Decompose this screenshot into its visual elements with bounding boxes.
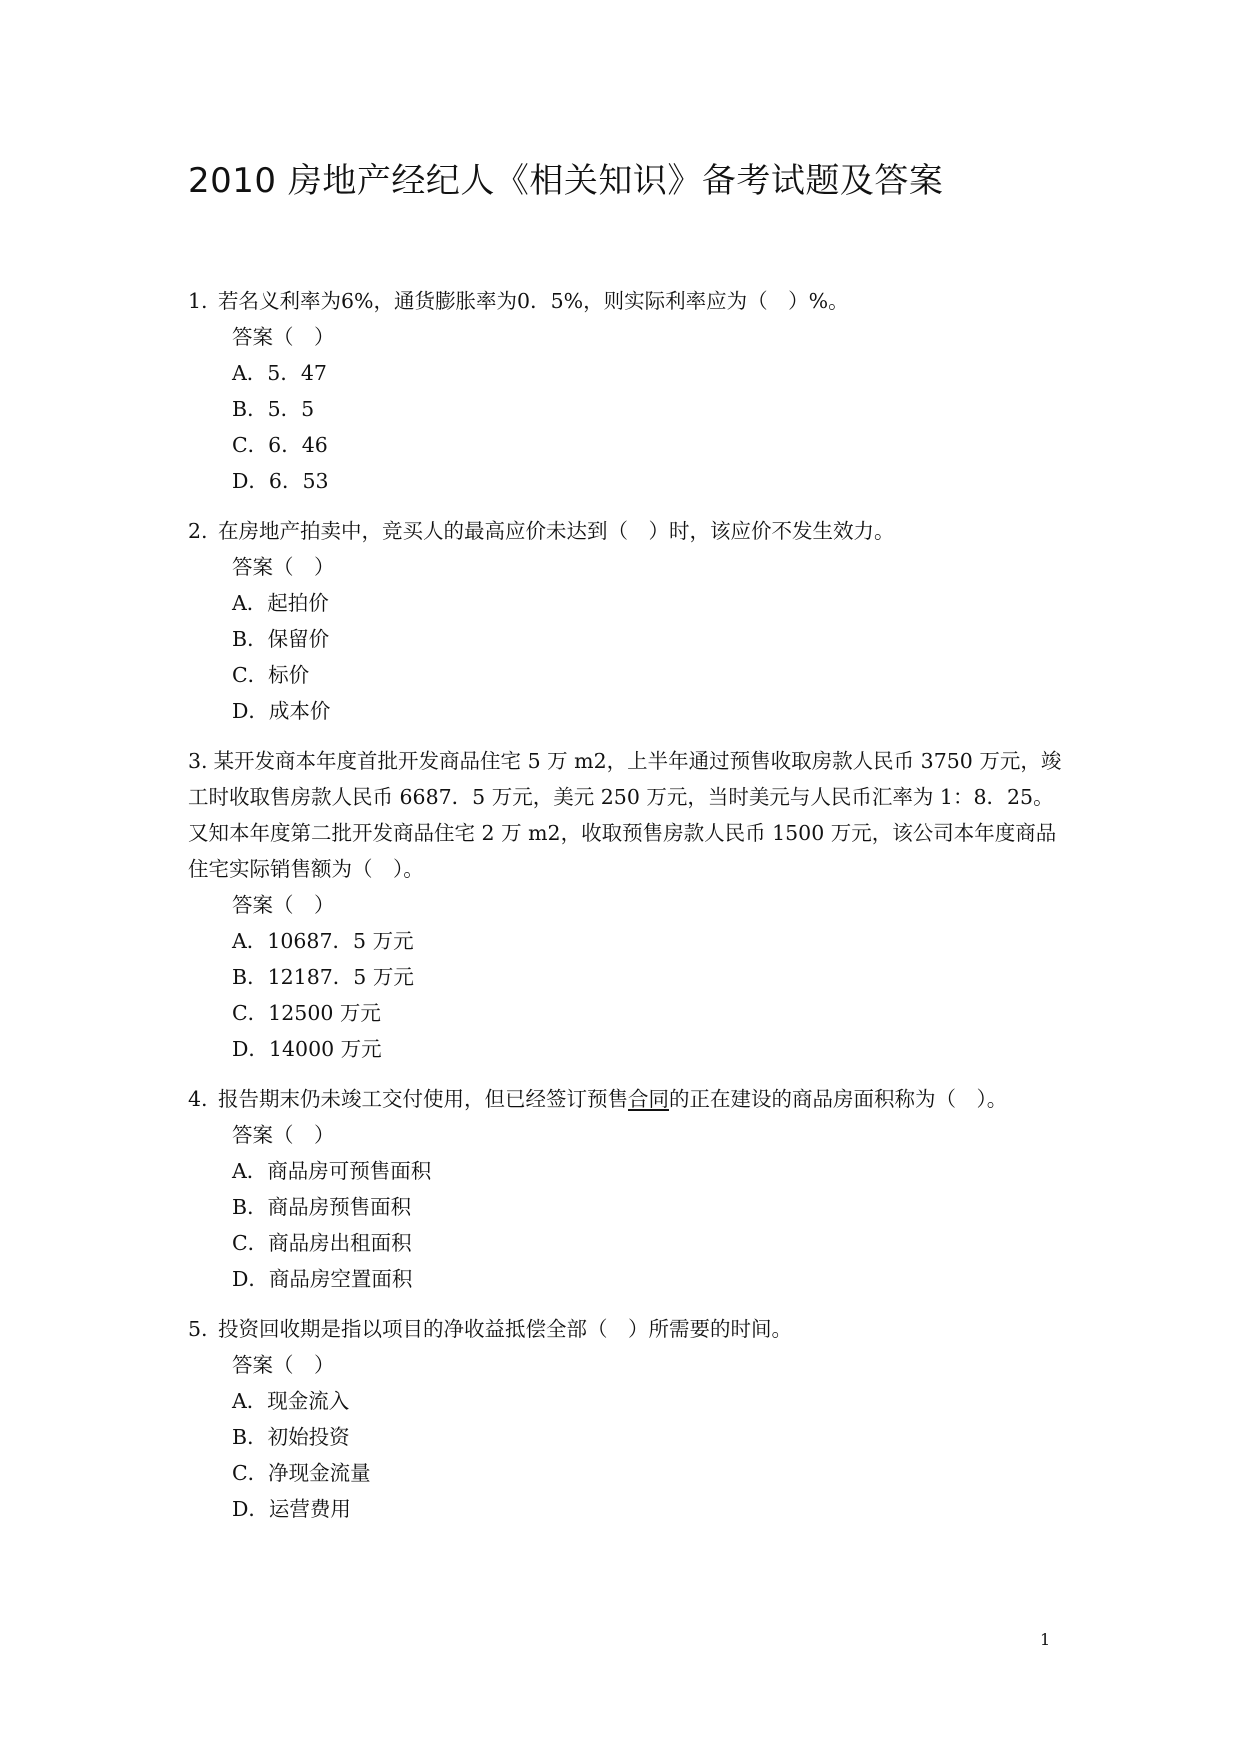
document-title: 2010 房地产经纪人《相关知识》备考试题及答案 — [188, 161, 944, 201]
answer-label: 答案（ ） — [232, 1353, 335, 1377]
option-a: A．5．47 — [232, 361, 327, 385]
question-text: 在房地产拍卖中，竞买人的最高应价未达到（ ）时，该应价不发生效力。 — [218, 519, 895, 543]
answer-label: 答案（ ） — [232, 325, 335, 349]
question-3 — [188, 743, 1063, 1067]
question-text: 投资回收期是指以项目的净收益抵偿全部（ ）所需要的时间。 — [218, 1317, 792, 1341]
option-b: B．商品房预售面积 — [232, 1195, 412, 1219]
question-4 — [188, 1081, 1063, 1297]
option-a: A．起拍价 — [232, 591, 329, 615]
contract-link[interactable]: 合同 — [628, 1087, 669, 1111]
option-d: D．运营费用 — [232, 1497, 351, 1521]
option-d: D．成本价 — [232, 699, 331, 723]
question-text-before: 报告期末仍未竣工交付使用，但已经签订预售 — [218, 1087, 628, 1111]
option-c: C．6．46 — [232, 433, 328, 457]
option-a: A．现金流入 — [232, 1389, 350, 1413]
question-5 — [188, 1311, 1063, 1527]
question-number: 5. — [188, 1317, 208, 1341]
option-d: D．商品房空置面积 — [232, 1267, 413, 1291]
question-number: 1. — [188, 289, 208, 313]
question-stem — [188, 1081, 1063, 1117]
question-stem — [188, 513, 1063, 549]
option-b: B．初始投资 — [232, 1425, 350, 1449]
option-b: B．5．5 — [232, 397, 315, 421]
question-text: 某开发商本年度首批开发商品住宅 5 万 m2，上半年通过预售收取房款人民币 3750 万元，竣工时收取售房款人民币 6687．5 万元，美元 250 万元，当时美元与人民币汇率为 1：8．25。又知本年度第二批开发商品住宅 2 万 m2，收取预售房款人民币 1500 万元，该公司本年度商品住宅实际销售额为（ ）。 — [188, 749, 1062, 881]
option-d: D．6．53 — [232, 469, 329, 493]
question-stem — [188, 283, 1063, 319]
option-c: C．净现金流量 — [232, 1461, 371, 1485]
question-text: 若名义利率为6%，通货膨胀率为0．5%，则实际利率应为（ ）%。 — [218, 289, 849, 313]
question-number: 2. — [188, 519, 208, 543]
option-a: A．10687．5 万元 — [232, 929, 414, 953]
option-c: C．商品房出租面积 — [232, 1231, 412, 1255]
question-list — [188, 283, 1063, 1527]
answer-label: 答案（ ） — [232, 1123, 335, 1147]
option-b: B．保留价 — [232, 627, 330, 651]
answer-label: 答案（ ） — [232, 555, 335, 579]
question-text-after: 的正在建设的商品房面积称为（ ）。 — [669, 1087, 1008, 1111]
question-number: 4. — [188, 1087, 208, 1111]
option-d: D．14000 万元 — [232, 1037, 382, 1061]
page-number: 1 — [1040, 1630, 1051, 1649]
option-c: C．12500 万元 — [232, 1001, 381, 1025]
answer-label: 答案（ ） — [232, 893, 335, 917]
option-b: B．12187．5 万元 — [232, 965, 414, 989]
option-c: C．标价 — [232, 663, 310, 687]
question-number: 3. — [188, 749, 208, 773]
question-1 — [188, 283, 1063, 499]
question-stem — [188, 743, 1063, 887]
question-2 — [188, 513, 1063, 729]
option-a: A．商品房可预售面积 — [232, 1159, 432, 1183]
question-stem — [188, 1311, 1063, 1347]
